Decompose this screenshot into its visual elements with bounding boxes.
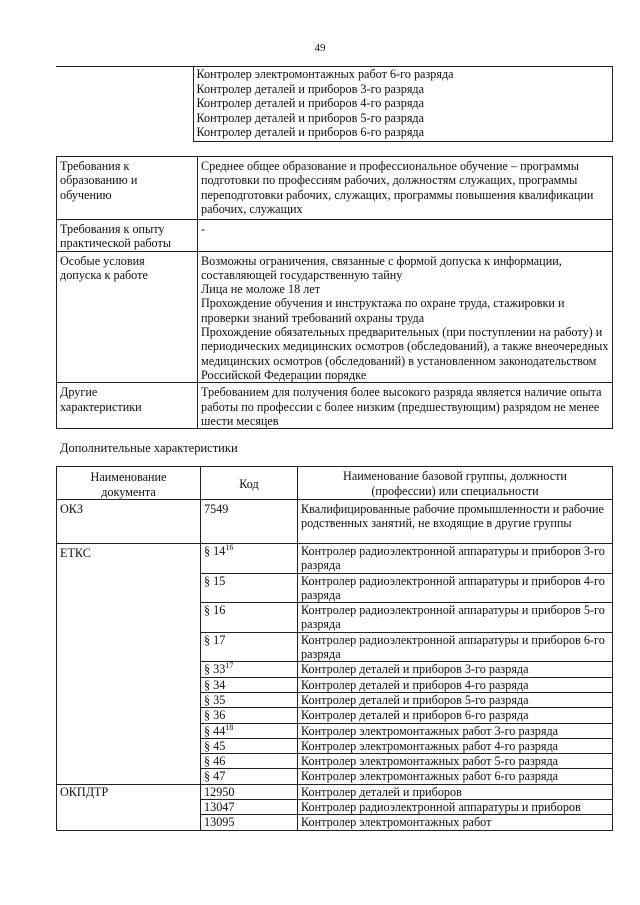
page-number: 49	[314, 42, 326, 54]
code-cell: § 34	[201, 677, 298, 692]
table-row	[57, 632, 613, 662]
table-row	[57, 157, 613, 220]
table-row	[57, 769, 613, 784]
doc-cell	[57, 754, 201, 769]
name-cell: Контролер деталей и приборов 3-го разряда	[298, 662, 613, 677]
doc-cell	[57, 815, 201, 830]
continuation-table	[56, 66, 613, 142]
requirement-value: -	[198, 220, 613, 252]
condition-line: Прохождение обучения и инструктажа по охране труда, стажировки и проверки знаний требований охраны труда	[201, 296, 565, 325]
table-row	[57, 815, 613, 830]
code-cell: 7549	[201, 500, 298, 544]
code-cell: § 15	[201, 573, 298, 603]
name-cell: Контролер электромонтажных работ	[298, 815, 613, 830]
list-item: Контролер деталей и приборов 5-го разряда	[196, 110, 425, 125]
code-cell: § 45	[201, 738, 298, 753]
requirement-value: Требованием для получения более высокого разряда является наличие опыта работы по профессии с более низким (предшествующим) разрядом не менее шести месяцев	[198, 383, 613, 429]
empty-cell	[56, 67, 193, 142]
table-row	[57, 738, 613, 753]
table-row	[57, 573, 613, 603]
name-cell: Контролер радиоэлектронной аппаратуры и приборов	[298, 800, 613, 815]
code-cell: § 16	[201, 603, 298, 633]
doc-cell	[57, 708, 201, 723]
header-row	[57, 467, 613, 500]
table-row	[57, 500, 613, 544]
doc-cell	[57, 603, 201, 633]
table-row	[57, 662, 613, 677]
condition-line: Прохождение обязательных предварительных (при поступлении на работу) и периодических медицинских осмотров (обследований), а также внеочередных медицинских осмотров (обследований) в установленном законодательством Российской Федерации порядке	[201, 325, 609, 382]
footnote-mark: 18	[225, 722, 234, 732]
table-row	[56, 67, 612, 142]
table-row	[57, 383, 613, 429]
footnote-mark: 16	[225, 542, 234, 552]
name-cell: Контролер электромонтажных работ 5-го разряда	[298, 754, 613, 769]
header-name: Наименование базовой группы, должности (профессии) или специальности	[298, 467, 613, 500]
requirement-value: Среднее общее образование и профессиональное обучение – программы подготовки по профессиям рабочих, должностям служащих, программы переподготовки рабочих, служащих, программы повышения квалификации рабочих, служащих	[198, 157, 613, 220]
table-row	[57, 784, 613, 799]
name-cell: Контролер деталей и приборов 6-го разряда	[298, 708, 613, 723]
doc-cell	[57, 662, 201, 677]
code-cell: 13047	[201, 800, 298, 815]
code-cell: § 17	[201, 632, 298, 662]
requirement-label: Особые условия допуска к работе	[57, 251, 198, 383]
table-row	[57, 603, 613, 633]
name-cell: Контролер радиоэлектронной аппаратуры и приборов 5-го разряда	[298, 603, 613, 633]
header-document: Наименование документа	[57, 467, 201, 500]
code-text: § 14	[204, 544, 226, 558]
list-item: Контролер деталей и приборов 6-го разряда	[196, 125, 425, 140]
table-row	[57, 723, 613, 738]
requirement-label: Другие характеристики	[57, 383, 198, 429]
name-cell: Контролер радиоэлектронной аппаратуры и приборов 4-го разряда	[298, 573, 613, 603]
name-cell: Контролер радиоэлектронной аппаратуры и приборов 3-го разряда	[298, 544, 613, 574]
name-cell: Контролер электромонтажных работ 4-го разряда	[298, 738, 613, 753]
list-item: Контролер деталей и приборов 4-го разряда	[196, 96, 425, 111]
list-item: Контролер электромонтажных работ 6-го разряда	[196, 67, 454, 81]
name-cell: Контролер радиоэлектронной аппаратуры и приборов 6-го разряда	[298, 632, 613, 662]
additional-characteristics-table	[56, 466, 613, 831]
name-cell: Контролер электромонтажных работ 6-го разряда	[298, 769, 613, 784]
requirement-value	[198, 251, 613, 383]
doc-cell	[57, 632, 201, 662]
code-text: § 44	[204, 723, 226, 738]
doc-cell	[57, 800, 201, 815]
doc-cell	[57, 573, 201, 603]
footnote-mark: 17	[225, 661, 234, 671]
code-cell: 13095	[201, 815, 298, 830]
name-cell: Квалифицированные рабочие промышленности и рабочие родственных занятий, не входящие в другие группы	[298, 500, 613, 544]
name-cell: Контролер деталей и приборов 4-го разряда	[298, 677, 613, 692]
code-cell: § 46	[201, 754, 298, 769]
doc-cell: ОКЗ	[57, 500, 201, 544]
condition-line: Лица не моложе 18 лет	[201, 282, 321, 297]
doc-cell: ОКПДТР	[57, 784, 201, 799]
table-row	[57, 251, 613, 383]
table-row	[57, 220, 613, 252]
code-cell	[201, 723, 298, 738]
requirement-label: Требования к образованию и обучению	[57, 157, 198, 220]
code-cell: 12950	[201, 784, 298, 799]
doc-cell	[57, 738, 201, 753]
code-cell: § 36	[201, 708, 298, 723]
code-cell: § 35	[201, 692, 298, 707]
name-cell: Контролер деталей и приборов	[298, 784, 613, 799]
name-cell: Контролер деталей и приборов 5-го разряда	[298, 692, 613, 707]
code-text: § 33	[204, 662, 226, 677]
table-row	[57, 800, 613, 815]
doc-cell	[57, 723, 201, 738]
header-code: Код	[201, 467, 298, 500]
doc-cell	[57, 677, 201, 692]
list-item: Контролер деталей и приборов 3-го разряда	[196, 81, 425, 96]
code-cell	[201, 662, 298, 677]
requirements-table	[56, 156, 613, 429]
name-cell: Контролер электромонтажных работ 3-го разряда	[298, 723, 613, 738]
condition-line: Возможны ограничения, связанные с формой допуска к информации, составляющей государственную тайну	[201, 253, 562, 282]
doc-cell	[57, 769, 201, 784]
table-row	[57, 692, 613, 707]
requirement-label: Требования к опыту практической работы	[57, 220, 198, 252]
table-row	[57, 544, 613, 574]
table-row	[57, 754, 613, 769]
table-row	[57, 708, 613, 723]
doc-cell	[57, 692, 201, 707]
doc-cell: ЕТКС	[57, 544, 201, 574]
code-cell	[201, 544, 298, 574]
code-cell: § 47	[201, 769, 298, 784]
continuation-list	[193, 67, 612, 142]
table-row	[57, 677, 613, 692]
section-title: Дополнительные характеристики	[60, 441, 238, 455]
